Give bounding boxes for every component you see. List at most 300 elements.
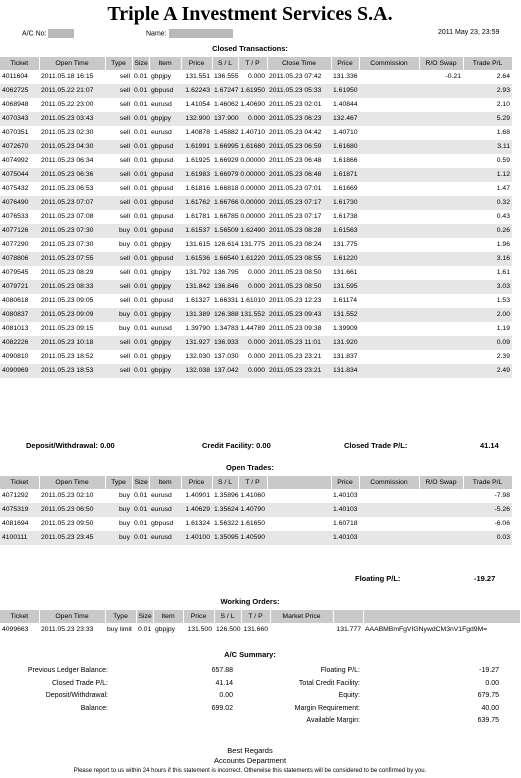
- table-cell: 0.01: [132, 503, 149, 517]
- empty-cell: [212, 545, 238, 559]
- column-header: Size: [132, 476, 149, 489]
- table-cell: 1.61730: [331, 196, 359, 210]
- table-cell: 2.49: [463, 364, 512, 378]
- table-cell: [359, 98, 419, 112]
- table-cell: 4077126: [0, 224, 39, 238]
- table-cell: 2011.05.23 08:55: [267, 252, 331, 266]
- closed-body: [0, 70, 512, 392]
- table-cell: [419, 266, 463, 280]
- table-cell: [419, 126, 463, 140]
- table-cell: 2011.05.23 06:23: [267, 112, 331, 126]
- table-cell: 1.61871: [331, 168, 359, 182]
- table-cell: 2011.05.22 21:07: [39, 84, 105, 98]
- table-cell: [359, 503, 419, 517]
- table-cell: 1.66785: [214, 213, 239, 220]
- table-cell: 4079545: [2, 269, 29, 276]
- table-cell: 0.59: [496, 157, 510, 164]
- table-cell: -7.98: [494, 492, 510, 499]
- table-cell: sell: [119, 269, 130, 276]
- table-cell: 2011.05.23 18:52: [41, 353, 94, 360]
- column-header: S / L: [212, 476, 238, 489]
- table-cell: 1.61762: [181, 196, 212, 210]
- table-cell: 126.614: [214, 241, 239, 248]
- table-cell: 4081694: [2, 520, 29, 527]
- table-cell: 2011.05.23 08:28: [267, 224, 331, 238]
- table-cell: 4099663: [2, 626, 29, 633]
- table-cell: [359, 196, 419, 210]
- table-cell: 137.030: [214, 353, 239, 360]
- working-body: [0, 623, 520, 637]
- table-cell: 1.61174: [333, 297, 358, 304]
- table-cell: [419, 280, 463, 294]
- summary-label: Equity:: [338, 692, 360, 699]
- table-cell: sell: [105, 336, 132, 350]
- table-cell: sell: [105, 168, 132, 182]
- table-cell: [359, 168, 419, 182]
- table-cell: 1.62243: [181, 84, 212, 98]
- table-cell: 0.01: [134, 297, 148, 304]
- column-header: Ticket: [0, 476, 39, 489]
- regards: Best Regards: [227, 746, 273, 755]
- table-cell: 1.61816: [185, 185, 210, 192]
- table-cell: 4082226: [0, 336, 39, 350]
- table-cell: 0.43: [496, 213, 510, 220]
- table-cell: gbpusd: [151, 157, 174, 164]
- table-cell: 2011.05.23 09:43: [267, 308, 331, 322]
- table-cell: 1.35624: [212, 503, 238, 517]
- table-cell: 4077290: [2, 241, 29, 248]
- column-header: R/O Swap: [419, 476, 463, 489]
- table-cell: 0.01: [134, 73, 148, 80]
- table-cell: 4071292: [2, 492, 29, 499]
- table-cell: 0.01: [134, 185, 148, 192]
- table-cell: 137.900: [212, 112, 238, 126]
- table-cell: eurusd: [151, 101, 172, 108]
- closed-transactions-table: [0, 57, 513, 392]
- table-row: [0, 140, 512, 154]
- table-cell: 4079721: [0, 280, 39, 294]
- table-cell: 1.61983: [181, 168, 212, 182]
- table-cell: [359, 252, 419, 266]
- table-cell: 4072670: [0, 140, 39, 154]
- table-row: [0, 210, 512, 224]
- table-cell: 131.551: [185, 73, 210, 80]
- empty-cell: [238, 545, 267, 559]
- empty-cell: [267, 545, 331, 559]
- table-cell: [419, 336, 463, 350]
- table-cell: gbpusd: [151, 185, 174, 192]
- table-cell: buy: [105, 531, 132, 545]
- table-cell: 1.66995: [212, 140, 238, 154]
- table-cell: [267, 503, 331, 517]
- table-cell: gbpjpy: [149, 336, 181, 350]
- floating-pl-value: -19.27: [474, 574, 496, 583]
- table-cell: [419, 252, 463, 266]
- table-row: [0, 224, 512, 238]
- table-cell: 2011.05.18 16:15: [41, 73, 94, 80]
- table-cell: sell: [119, 213, 130, 220]
- empty-cell: [149, 378, 181, 392]
- table-cell: 136.846: [212, 280, 238, 294]
- table-cell: 131.661: [333, 269, 358, 276]
- table-cell: sell: [119, 297, 130, 304]
- empty-cell: [132, 378, 149, 392]
- table-cell: [359, 531, 419, 545]
- totals-row: [0, 378, 512, 392]
- column-header: Size: [136, 610, 153, 623]
- table-cell: 4080618: [2, 297, 29, 304]
- summary-value: -19.27: [479, 667, 499, 674]
- table-cell: 3.03: [463, 280, 512, 294]
- table-cell: 1.40103: [331, 531, 359, 545]
- table-cell: 2011.05.23 06:34: [41, 157, 94, 164]
- table-cell: [419, 98, 463, 112]
- table-cell: [419, 224, 463, 238]
- table-cell: 2011.05.23 07:30: [39, 224, 105, 238]
- table-row: [0, 531, 512, 545]
- account-name-redacted: [169, 29, 233, 38]
- table-cell: 126.388: [212, 308, 238, 322]
- column-header: Open Time: [39, 476, 105, 489]
- table-cell: 2011.05.23 06:48: [267, 168, 331, 182]
- table-cell: 0.01: [132, 308, 149, 322]
- table-cell: [359, 336, 419, 350]
- table-cell: 1.61563: [331, 224, 359, 238]
- deposit-withdrawal: Deposit/Withdrawal: 0.00: [26, 441, 115, 450]
- column-header: [267, 476, 331, 489]
- table-cell: 1.41054: [185, 101, 210, 108]
- table-cell: sell: [105, 196, 132, 210]
- table-cell: 131.552: [238, 308, 267, 322]
- table-cell: 1.40901: [185, 492, 210, 499]
- table-cell: 0.01: [138, 626, 152, 633]
- table-cell: 2011.05.23 10:18: [39, 336, 105, 350]
- table-cell: 4090810: [2, 353, 29, 360]
- table-cell: eurusd: [151, 325, 172, 332]
- table-cell: 0.01: [134, 520, 148, 527]
- table-cell: 2011.05.23 06:50: [39, 503, 105, 517]
- table-row: [0, 623, 520, 637]
- table-cell: 2011.05.23 04:42: [269, 129, 322, 136]
- table-cell: 1.40710: [333, 129, 358, 136]
- table-cell: 0.32: [463, 196, 512, 210]
- open-body: [0, 489, 512, 559]
- table-cell: 131.615: [185, 241, 210, 248]
- table-cell: 3.16: [463, 252, 512, 266]
- table-cell: [419, 210, 463, 224]
- table-cell: eurusd: [151, 129, 172, 136]
- table-cell: 1.41060: [240, 492, 265, 499]
- working-heading: Working Orders:: [220, 597, 280, 606]
- column-header: T / P: [241, 610, 270, 623]
- table-row: [0, 517, 512, 531]
- table-cell: 1.61327: [185, 297, 210, 304]
- table-cell: sell: [105, 280, 132, 294]
- account-name: [146, 29, 233, 38]
- table-cell: gbpusd: [149, 196, 181, 210]
- table-cell: 131.595: [331, 280, 359, 294]
- table-cell: 2011.05.23 08:33: [39, 280, 105, 294]
- table-row: [0, 84, 512, 98]
- table-cell: 0.00000: [238, 168, 267, 182]
- table-cell: 0.000: [247, 353, 265, 360]
- table-cell: [419, 238, 463, 252]
- total-swap: [419, 545, 463, 559]
- table-cell: 0.000: [247, 269, 265, 276]
- table-cell: gbpusd: [151, 213, 174, 220]
- working-header-row: [0, 610, 520, 623]
- table-cell: [359, 224, 419, 238]
- table-row: [0, 154, 512, 168]
- table-cell: 4075319: [0, 503, 39, 517]
- table-cell: 4080837: [0, 308, 39, 322]
- summary-label: Margin Requirement:: [294, 704, 360, 712]
- column-header: Ticket: [0, 610, 39, 623]
- empty-cell: [39, 545, 105, 559]
- column-header: Type: [105, 610, 136, 623]
- table-cell: 1.66929: [214, 157, 239, 164]
- empty-cell: [105, 545, 132, 559]
- table-cell: 2011.05.23 04:30: [39, 140, 105, 154]
- table-cell: 1.61925: [185, 157, 210, 164]
- table-cell: 1.66766: [212, 196, 238, 210]
- table-cell: 2011.05.23 07:17: [269, 213, 322, 220]
- table-cell: [359, 112, 419, 126]
- table-cell: 1.39909: [333, 325, 358, 332]
- empty-cell: [0, 545, 39, 559]
- table-cell: gbpjpy: [149, 280, 181, 294]
- table-cell: 1.66979: [212, 168, 238, 182]
- table-cell: 132.900: [181, 112, 212, 126]
- table-cell: gbpusd: [149, 140, 181, 154]
- table-cell: 0.01: [132, 364, 149, 378]
- open-heading: Open Trades:: [226, 463, 274, 472]
- table-cell: gbpusd: [151, 520, 174, 527]
- table-cell: 2011.05.23 09:05: [41, 297, 94, 304]
- table-cell: 131.792: [185, 269, 210, 276]
- table-cell: 1.40878: [185, 129, 210, 136]
- totals-row: [0, 545, 512, 559]
- empty-cell: [238, 378, 267, 392]
- table-cell: [419, 489, 463, 503]
- table-cell: [419, 350, 463, 364]
- table-cell: gbpjpy: [151, 73, 172, 80]
- table-cell: [419, 154, 463, 168]
- table-cell: 0.000: [247, 73, 265, 80]
- table-cell: sell: [119, 157, 130, 164]
- table-cell: 2011.05.23 06:53: [41, 185, 94, 192]
- table-cell: 1.34783: [214, 325, 239, 332]
- table-cell: 132.467: [331, 112, 359, 126]
- table-cell: 2011.05.23 09:38: [269, 325, 322, 332]
- table-cell: gbpusd: [149, 252, 181, 266]
- closed-heading: Closed Transactions:: [212, 44, 288, 53]
- table-cell: 0.00000: [240, 185, 265, 192]
- table-row: [0, 196, 512, 210]
- table-cell: 0.000: [238, 280, 267, 294]
- table-cell: gbpjpy: [151, 269, 172, 276]
- empty-cell: [331, 378, 359, 392]
- table-cell: 0.01: [134, 325, 148, 332]
- table-row: [0, 280, 512, 294]
- table-cell: 1.61220: [331, 252, 359, 266]
- table-cell: 0.000: [238, 112, 267, 126]
- table-cell: -5.26: [463, 503, 512, 517]
- closed-pl-value: 41.14: [480, 441, 499, 450]
- table-cell: 1.61010: [240, 297, 265, 304]
- table-cell: 1.66818: [214, 185, 239, 192]
- table-cell: [359, 294, 419, 308]
- table-cell: 136.933: [212, 336, 238, 350]
- floating-pl-label: Floating P/L:: [355, 574, 401, 583]
- column-header: Ticket: [0, 57, 39, 70]
- table-cell: 4074992: [2, 157, 29, 164]
- table-cell: [359, 266, 419, 280]
- table-cell: 2011.05.23 02:10: [41, 492, 94, 499]
- empty-cell: [212, 378, 238, 392]
- column-header: Size: [132, 57, 149, 70]
- column-header: T / P: [238, 476, 267, 489]
- table-cell: [359, 364, 419, 378]
- table-cell: 2011.05.23 06:59: [267, 140, 331, 154]
- table-cell: 131.834: [331, 364, 359, 378]
- table-cell: 1.61220: [238, 252, 267, 266]
- table-row: [0, 70, 512, 84]
- table-cell: 131.775: [240, 241, 265, 248]
- table-cell: 4076533: [2, 213, 29, 220]
- column-header: T / P: [238, 57, 267, 70]
- table-cell: 137.042: [212, 364, 238, 378]
- table-row: [0, 336, 512, 350]
- table-cell: 1.35095: [212, 531, 238, 545]
- table-cell: 2011.05.22 23:00: [41, 101, 94, 108]
- column-header: Price: [331, 57, 359, 70]
- table-cell: 1.61: [496, 269, 510, 276]
- table-cell: 131.777: [336, 626, 361, 633]
- table-cell: 4078806: [0, 252, 39, 266]
- table-cell: 0.01: [132, 196, 149, 210]
- summary-value: 679.75: [477, 692, 499, 699]
- table-cell: sell: [105, 84, 132, 98]
- table-cell: 2.64: [496, 73, 510, 80]
- table-cell: 2.00: [463, 308, 512, 322]
- table-cell: 2011.05.23 03:43: [39, 112, 105, 126]
- table-cell: gbpjpy: [149, 364, 181, 378]
- open-trades-table: [0, 476, 513, 559]
- table-cell: 5.29: [463, 112, 512, 126]
- table-cell: -0.21: [445, 73, 461, 80]
- summary-value: 657.88: [211, 667, 233, 674]
- table-cell: 1.67247: [212, 84, 238, 98]
- table-cell: sell: [119, 353, 130, 360]
- table-cell: 2011.05.23 09:50: [41, 520, 94, 527]
- column-header: Price: [183, 610, 214, 623]
- summary-label: Total Credit Facility:: [298, 679, 360, 687]
- account-name-label: Name:: [146, 30, 167, 38]
- table-cell: 136.795: [214, 269, 239, 276]
- column-header: Commission: [359, 476, 419, 489]
- empty-cell: [267, 378, 331, 392]
- table-cell: 1.40103: [331, 503, 359, 517]
- table-row: [0, 168, 512, 182]
- summary-value: 40.00: [481, 704, 499, 712]
- table-cell: 132.030: [185, 353, 210, 360]
- account-number-label: A/C No:: [22, 30, 47, 38]
- table-cell: 1.35896: [214, 492, 239, 499]
- table-cell: [359, 489, 419, 503]
- table-cell: 2011.05.23 23:33: [41, 626, 94, 633]
- table-cell: 0.01: [132, 336, 149, 350]
- table-cell: 4068948: [2, 101, 29, 108]
- table-cell: 2011.05.23 07:17: [267, 196, 331, 210]
- empty-cell: [39, 378, 105, 392]
- table-cell: 0.26: [463, 224, 512, 238]
- table-cell: 1.40710: [240, 129, 265, 136]
- table-cell: 2011.05.23 07:55: [39, 252, 105, 266]
- table-cell: [359, 182, 419, 196]
- table-cell: 1.40844: [333, 101, 358, 108]
- account-number: [22, 29, 74, 38]
- table-cell: [419, 308, 463, 322]
- table-row: [0, 112, 512, 126]
- table-cell: 1.61669: [333, 185, 358, 192]
- table-cell: 0.01: [132, 112, 149, 126]
- column-header: Item: [153, 610, 183, 623]
- table-cell: 0.01: [134, 129, 148, 136]
- column-header: Price: [331, 476, 359, 489]
- table-cell: 2011.05.23 02:30: [41, 129, 94, 136]
- table-row: [0, 182, 512, 196]
- closed-header-row: [0, 57, 512, 70]
- table-cell: [359, 154, 419, 168]
- table-cell: 1.61738: [333, 213, 358, 220]
- empty-cell: [105, 378, 132, 392]
- table-cell: 0.01: [132, 140, 149, 154]
- table-cell: [270, 623, 333, 637]
- table-cell: 131.920: [331, 336, 359, 350]
- table-cell: 1.61866: [333, 157, 358, 164]
- table-cell: 2011.05.23 07:08: [41, 213, 94, 220]
- table-cell: [419, 531, 463, 545]
- table-cell: 2.10: [496, 101, 510, 108]
- table-cell: gbpjpy: [151, 353, 172, 360]
- table-cell: 0.01: [134, 269, 148, 276]
- column-header: Type: [105, 476, 132, 489]
- table-row: [0, 308, 512, 322]
- table-cell: buy: [119, 492, 130, 499]
- column-header: Open Time: [39, 610, 105, 623]
- total-commission: [359, 545, 419, 559]
- empty-cell: [181, 378, 212, 392]
- table-cell: 1.61324: [185, 520, 210, 527]
- table-cell: 1.40590: [238, 531, 267, 545]
- table-row: [0, 350, 512, 364]
- table-cell: 2011.05.23 08:24: [269, 241, 322, 248]
- table-cell: 1.19: [496, 325, 510, 332]
- table-cell: 2011.05.23 08:50: [267, 280, 331, 294]
- table-cell: 4011604: [2, 73, 28, 80]
- table-cell: [419, 364, 463, 378]
- table-cell: 4062725: [0, 84, 39, 98]
- table-cell: buy: [105, 308, 132, 322]
- table-cell: 136.555: [214, 73, 239, 80]
- table-cell: 1.66331: [214, 297, 239, 304]
- summary-value: 699.02: [211, 704, 233, 712]
- table-cell: gbpusd: [151, 297, 174, 304]
- table-cell: 0.01: [134, 241, 148, 248]
- table-cell: 0.00000: [240, 157, 265, 164]
- table-row: [0, 266, 512, 280]
